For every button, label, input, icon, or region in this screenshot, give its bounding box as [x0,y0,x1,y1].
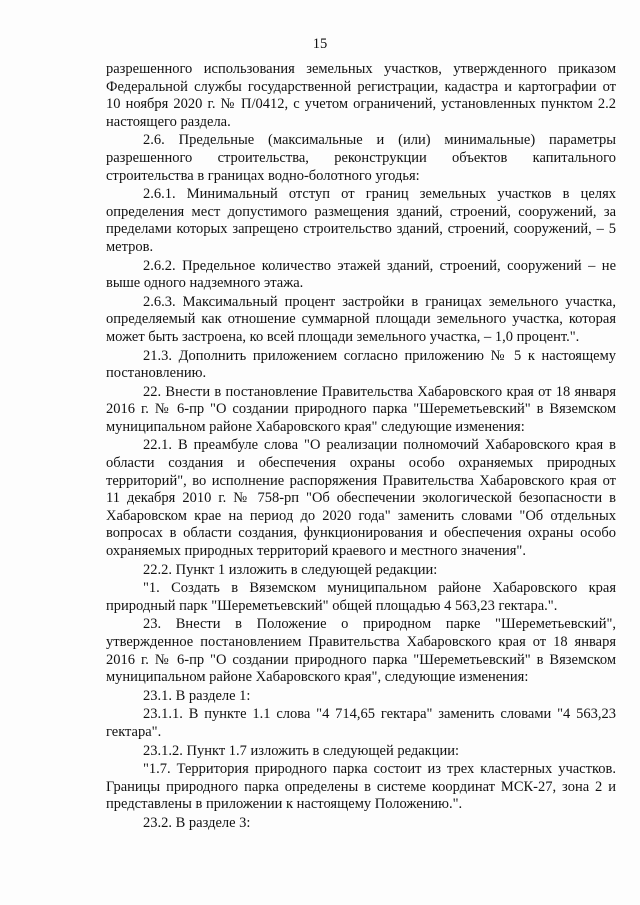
page-number: 15 [312,36,328,52]
paragraph: 23. Внести в Положение о природном парке "Шереметьевский", утвержденное постановлением Правительства Хабаровского края от 18 января 2016 г. № 6-пр "О создании природного парка "Шереметьевский" в Вяземском муниципальном районе Хабаровского края", следующие изменения: [106,616,616,686]
paragraph: 21.3. Дополнить приложением согласно приложению № 5 к настоящему постановлению. [106,347,616,382]
paragraph: 22.1. В преамбуле слова "О реализации полномочий Хабаровского края в области создания и обеспечения охраны особо охраняемых природных территорий", во исполнение распоряжения Правительства Хабаровского края от 11 декабря 2010 г. № 758-рп "Об обеспечении экологической безопасности в Хабаровском крае на период до 2020 года" заменить словами "Об отдельных вопросах в области создания, функционирования и обеспечения охраны особо охраняемых природных территорий краевого и местного значения". [106,437,616,560]
paragraph: "1. Создать в Вяземском муниципальном районе Хабаровского края природный парк "Шереметьевский" общей площадью 4 563,23 гектара.". [106,580,616,614]
paragraph: разрешенного использования земельных участков, утвержденного приказом Федеральной службы государственной регистрации, кадастра и картографии от 10 ноября 2020 г. № П/0412, с учетом ограничений, установленных пунктом 2.2 настоящего раздела. [106,61,616,130]
paragraph: 23.1.1. В пункте 1.1 слова "4 714,65 гектара" заменить словами "4 563,23 гектара". [106,706,616,740]
paragraph: "1.7. Территория природного парка состоит из трех кластерных участков. Границы природного парка определены в системе координат МСК-27, зона 2 и представлены в приложении к настоящему Положению.". [106,761,616,813]
paragraph: 23.2. В разделе 3: [143,814,251,831]
paragraph: 23.1. В разделе 1: [143,687,251,704]
paragraph: 2.6.3. Максимальный процент застройки в границах земельного участка, определяемый как отношение суммарной площади земельного участка, которая может быть застроена, ко всей площади земельного участка, – 1,0 процент.". [106,293,616,345]
paragraph: 22.2. Пункт 1 изложить в следующей редакции: [143,561,438,578]
paragraph: 2.6.1. Минимальный отступ от границ земельных участков в целях определения мест допустимого размещения зданий, строений, сооружений, за пределами которых запрещено строительство зданий, строений, сооружений, – 5 метров. [106,186,616,255]
paragraph: 2.6.2. Предельное количество этажей зданий, строений, сооружений – не выше одного надземного этажа. [106,257,616,292]
paragraph: 23.1.2. Пункт 1.7 изложить в следующей редакции: [143,742,460,759]
paragraph: 2.6. Предельные (максимальные и (или) минимальные) параметры разрешенного строительства, реконструкции объектов капитального строительства в границах водно-болотного угодья: [106,132,616,184]
document-body [106,61,616,834]
paragraph: 22. Внести в постановление Правительства Хабаровского края от 18 января 2016 г. № 6-пр "О создании природного парка "Шереметьевский" в Вяземском муниципальном районе Хабаровского края" следующие изменения: [106,383,616,435]
